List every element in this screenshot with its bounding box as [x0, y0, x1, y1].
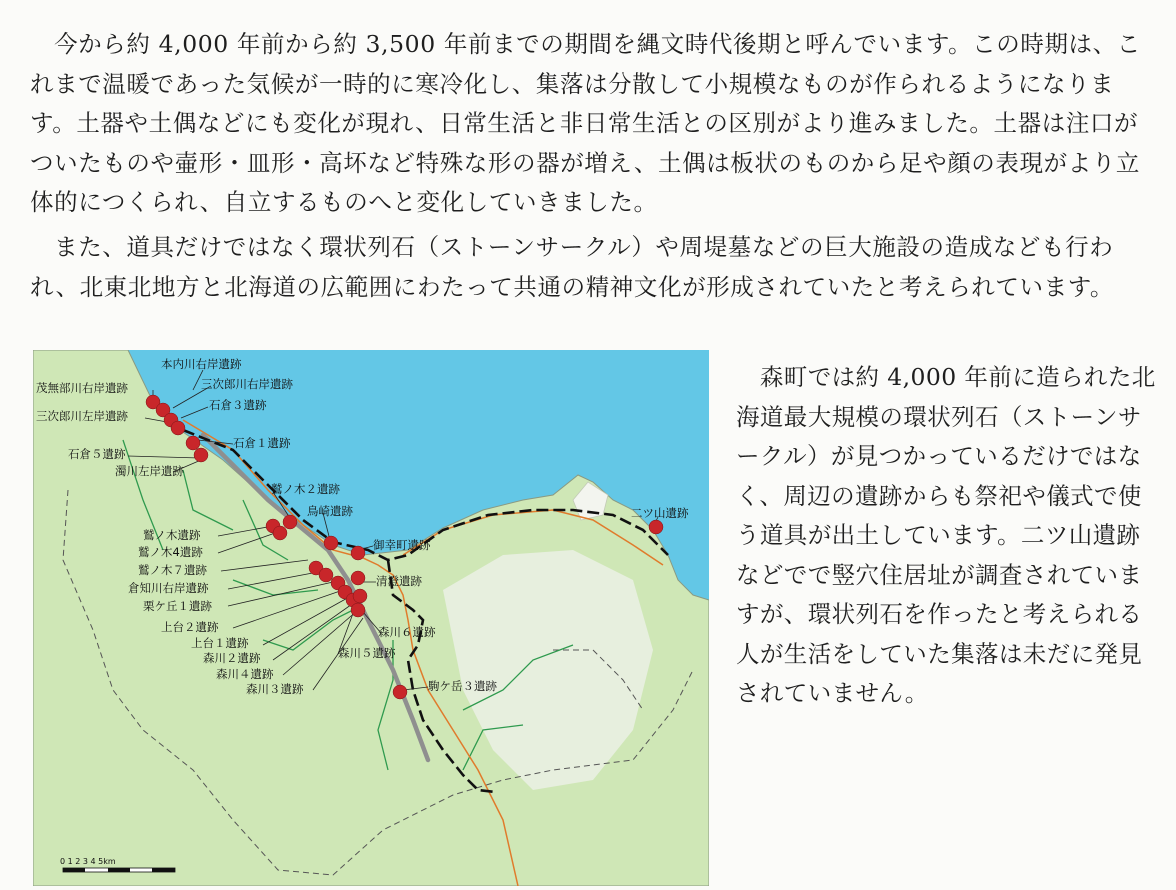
site-label: 茂無部川右岸遺跡 [36, 381, 128, 395]
site-label: 清澄遺跡 [376, 574, 422, 588]
site-label: 石倉３遺跡 [209, 398, 267, 412]
site-dot [273, 526, 287, 540]
site-dot [351, 571, 365, 585]
site-label: 上台２遺跡 [161, 620, 219, 634]
site-map [33, 350, 709, 886]
site-label: 栗ケ丘１遺跡 [143, 599, 212, 613]
site-dot [353, 589, 367, 603]
site-label: 二ツ山遺跡 [631, 506, 689, 520]
site-dot [393, 685, 407, 699]
site-label: 濁川左岸遺跡 [115, 464, 184, 478]
site-label: 三次郎川右岸遺跡 [201, 377, 293, 391]
site-dot [283, 515, 297, 529]
map-svg [33, 350, 709, 886]
site-label: 森川４遺跡 [216, 667, 274, 681]
site-label: 鷲ノ木２遺跡 [271, 482, 340, 496]
site-label: 上台１遺跡 [191, 636, 249, 650]
site-label: 鳥崎遺跡 [307, 504, 353, 518]
site-label: 石倉１遺跡 [233, 436, 291, 450]
site-dot [171, 421, 185, 435]
site-label: 森川６遺跡 [378, 625, 436, 639]
site-label: 三次郎川左岸遺跡 [36, 409, 128, 423]
site-label: 鷲ノ木７遺跡 [138, 563, 207, 577]
site-label: 鷲ノ木4遺跡 [138, 545, 203, 559]
site-dot [324, 536, 338, 550]
site-label: 石倉５遺跡 [68, 447, 126, 461]
site-label: 森川２遺跡 [203, 651, 261, 665]
site-dot [186, 436, 200, 450]
site-dot [319, 568, 333, 582]
site-dot [351, 546, 365, 560]
site-label: 御幸町遺跡 [373, 538, 431, 552]
site-label: 森川５遺跡 [338, 646, 396, 660]
site-label: 森川３遺跡 [246, 682, 304, 696]
second-paragraph: また、道具だけではなく環状列石（ストーンサークル）や周堤墓などの巨大施設の造成なども行われ、北東北地方と北海道の広範囲にわたって共通の精神文化が形成されていたと考えられています。 [30, 233, 1115, 301]
site-label: 本内川右岸遺跡 [161, 357, 242, 371]
site-label: 倉知川右岸遺跡 [128, 581, 209, 595]
site-dot [649, 520, 663, 534]
intro-paragraph: 今から約 4,000 年前から約 3,500 年前までの期間を縄文時代後期と呼んでいます。この時期は、これまで温暖であった気候が一時的に寒冷化し、集落は分散して小規模なものが作られるようになります。土器や土偶などにも変化が現れ、日常生活と非日常生活との区別がより進みました。土器は注口がついたものや壷形・皿形・高坏など特殊な形の器が増え、土偶は板状のものから足や顔の表現がより立体的につくられ、自立するものへと変化していきました。 [30, 30, 1141, 216]
scale-label: 0 1 2 3 4 5km [60, 857, 116, 866]
site-dot [194, 448, 208, 462]
site-label: 駒ケ岳３遺跡 [428, 679, 497, 693]
side-paragraph: 森町では約 4,000 年前に造られた北海道最大規模の環状列石（ストーンサークル）が見つかっているだけではなく、周辺の遺跡からも祭祀や儀式で使う道具が出土しています。二ツ山遺跡などでで竪穴住居址が調査されていますが、環状列石を作ったと考えられる人が生活をしていた集落は未だに発見されていません。 [736, 363, 1156, 707]
site-dot [351, 603, 365, 617]
site-label: 鷲ノ木遺跡 [143, 528, 201, 542]
